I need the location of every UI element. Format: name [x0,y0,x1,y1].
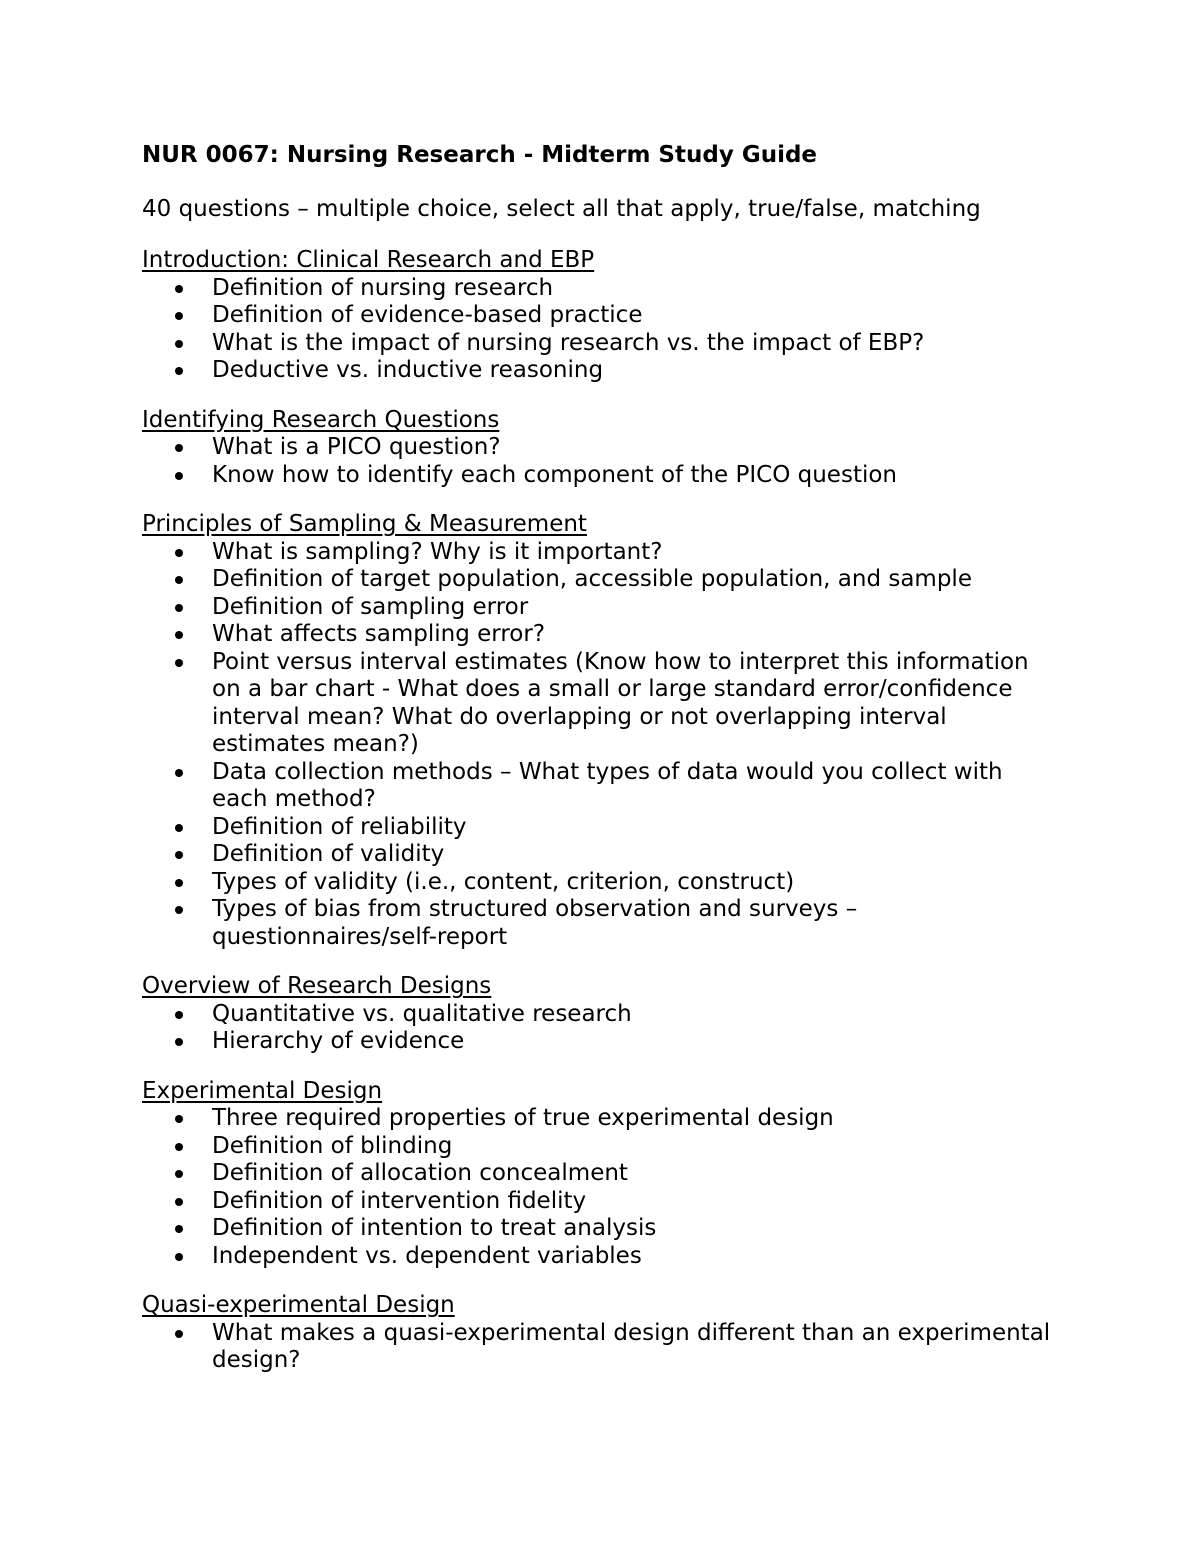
list-item [142,275,1062,303]
list-item-text: Quantitative vs. qualitative research [212,1000,632,1027]
list-item-text: Types of validity (i.e., content, criterion, construct) [212,868,795,895]
section [142,407,1062,490]
list-item-text: What is sampling? Why is it important? [212,538,663,565]
bullet-icon [175,472,183,480]
bullet-icon [175,1038,183,1046]
list-item [142,841,1062,869]
list-item [142,649,1062,759]
list-item [142,1243,1062,1271]
section-heading: Overview of Research Designs [142,973,492,999]
section [142,1078,1062,1271]
bullet-icon [175,1011,183,1019]
bullet-icon [175,659,183,667]
bullet-list [142,1001,1062,1056]
section [142,1292,1062,1375]
list-item [142,621,1062,649]
list-item [142,462,1062,490]
list-item [142,330,1062,358]
list-item [142,814,1062,842]
list-item [142,1320,1062,1375]
sections-container [142,247,1062,1375]
list-item [142,566,1062,594]
section [142,973,1062,1056]
list-item [142,1105,1062,1133]
list-item [142,869,1062,897]
list-item [142,759,1062,814]
bullet-icon [175,312,183,320]
list-item-text: Definition of intention to treat analysis [212,1215,657,1241]
bullet-icon [175,367,183,375]
bullet-list [142,1320,1062,1375]
bullet-icon [175,851,183,859]
list-item-text: Hierarchy of evidence [212,1028,465,1054]
list-item-text: Deductive vs. inductive reasoning [212,357,604,383]
list-item-text: What affects sampling error? [212,621,546,647]
bullet-icon [175,824,183,832]
bullet-icon [175,1225,183,1233]
list-item-text: Definition of target population, accessible population, and sample [212,566,972,592]
section-heading: Experimental Design [142,1077,383,1104]
list-item [142,302,1062,330]
list-item [142,539,1062,567]
list-item [142,1160,1062,1188]
bullet-icon [175,1115,183,1123]
bullet-icon [175,340,183,348]
list-item [142,1001,1062,1029]
bullet-list [142,275,1062,385]
list-item-text: Definition of allocation concealment [212,1160,628,1186]
list-item-text: Know how to identify each component of the PICO question [212,461,898,488]
list-item [142,1215,1062,1243]
document-title: NUR 0067: Nursing Research - Midterm Study Guide [142,142,818,168]
bullet-icon [175,1143,183,1151]
bullet-icon [175,444,183,452]
bullet-list [142,434,1062,489]
section [142,247,1062,385]
document-page [142,139,1062,1375]
list-item-text: Definition of nursing research [212,274,554,301]
list-item-text: Data collection methods – What types of data would you collect with each method? [212,758,1003,812]
bullet-icon [175,1198,183,1206]
list-item [142,594,1062,622]
bullet-icon [175,604,183,612]
section-heading: Introduction: Clinical Research and EBP [142,247,595,273]
bullet-list [142,1105,1062,1270]
bullet-list [142,539,1062,952]
list-item [142,1133,1062,1161]
section [142,511,1062,951]
bullet-icon [175,769,183,777]
bullet-icon [175,549,183,557]
bullet-icon [175,906,183,914]
list-item-text: What makes a quasi-experimental design different than an experimental design? [212,1319,1051,1373]
list-item-text: Definition of blinding [212,1132,453,1159]
list-item-text: Definition of reliability [212,813,467,840]
exam-summary: 40 questions – multiple choice, select all that apply, true/false, matching [142,196,981,222]
list-item [142,434,1062,462]
bullet-icon [175,1330,183,1338]
section-heading: Quasi-experimental Design [142,1292,455,1318]
bullet-icon [175,879,183,887]
list-item-text: What is a PICO question? [212,434,501,460]
bullet-icon [175,576,183,584]
list-item-text: Definition of sampling error [212,593,529,620]
list-item [142,357,1062,385]
list-item-text: Definition of validity [212,841,445,867]
list-item-text: Definition of intervention fidelity [212,1187,587,1214]
section-heading: Identifying Research Questions [142,406,500,433]
section-heading: Principles of Sampling & Measurement [142,511,587,537]
list-item [142,1188,1062,1216]
list-item-text: Definition of evidence-based practice [212,302,643,328]
list-item-text: What is the impact of nursing research vs. the impact of EBP? [212,329,925,356]
list-item-text: Point versus interval estimates (Know how to interpret this information on a bar chart - What does a small or large standard error/confidence interval mean? What do overlapping or not overlapping interval estimates mean?) [212,648,1029,757]
bullet-icon [175,1253,183,1261]
bullet-icon [175,1170,183,1178]
list-item [142,896,1062,951]
bullet-icon [175,631,183,639]
list-item-text: Three required properties of true experimental design [212,1105,834,1131]
list-item-text: Independent vs. dependent variables [212,1242,642,1269]
list-item-text: Types of bias from structured observation and surveys – questionnaires/self-report [212,896,858,950]
bullet-icon [175,285,183,293]
list-item [142,1028,1062,1056]
